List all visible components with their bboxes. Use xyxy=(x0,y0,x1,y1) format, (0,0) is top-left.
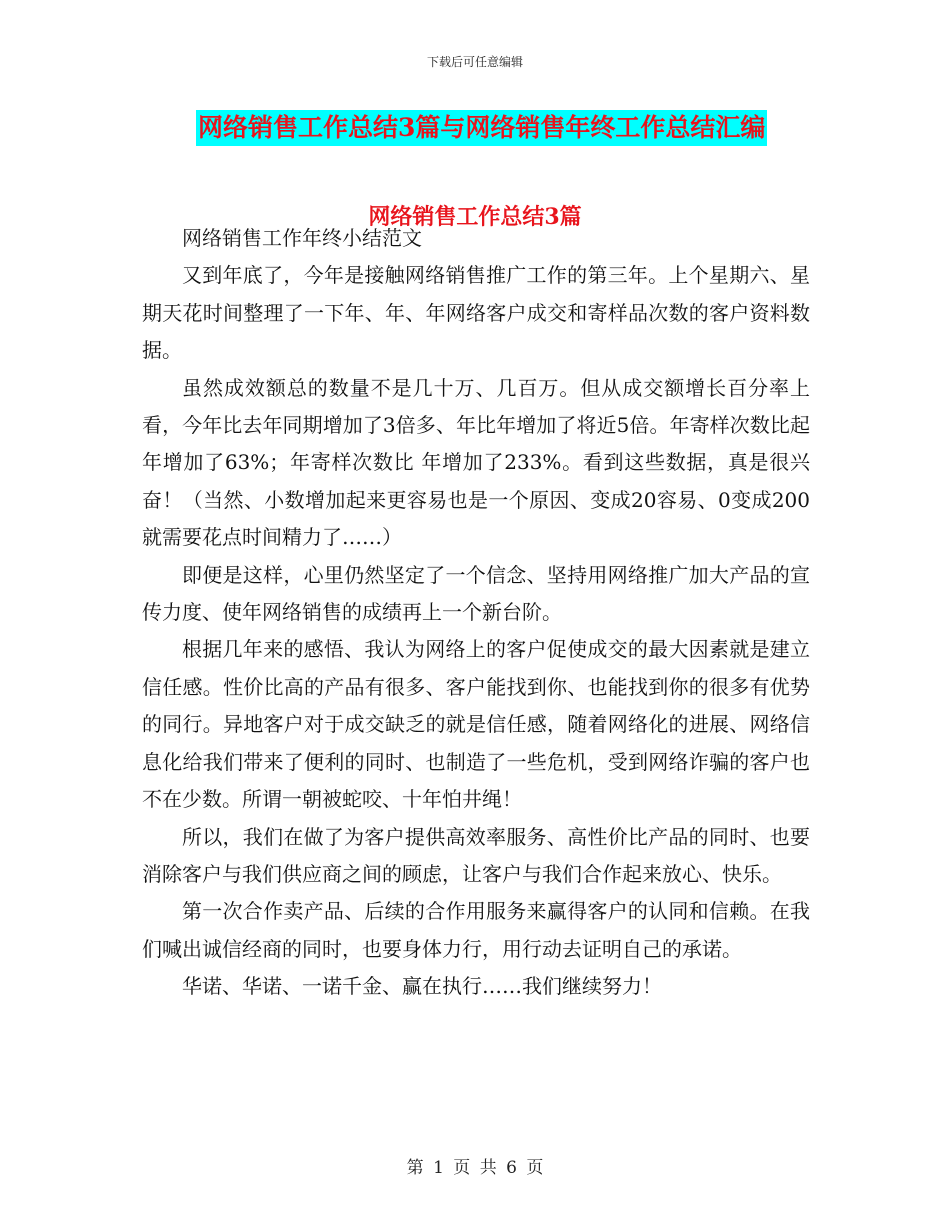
paragraph-heading: 网络销售工作年终小结范文 xyxy=(182,226,422,250)
paragraph: 虽然成效额总的数量不是几十万、几百万。但从成交额增长百分率上看，今年比去年同期增加了3倍多、年比年增加了将近5倍。年寄样次数比起年增加了63%；年寄样次数比 年增加了233%。看到这些数据，真是很兴奋！（当然、小数增加起来更容易也是一个原因、变成20容易、0变成200就需要花点时间精力了……） xyxy=(142,375,810,550)
document-body xyxy=(142,220,810,1006)
page-footer: 第 1 页 共 6 页 xyxy=(406,1158,544,1178)
paragraph: 第一次合作卖产品、后续的合作用服务来赢得客户的认同和信赖。在我们喊出诚信经商的同时，也要身体力行，用行动去证明自己的承诺。 xyxy=(142,899,810,961)
section-title: 网络销售工作总结3篇 xyxy=(368,204,582,230)
header-note: 下载后可任意编辑 xyxy=(426,55,523,69)
paragraph: 即便是这样，心里仍然坚定了一个信念、坚持用网络推广加大产品的宣传力度、使年网络销售的成绩再上一个新台阶。 xyxy=(142,562,810,625)
paragraph: 华诺、华诺、一诺千金、赢在执行……我们继续努力！ xyxy=(182,974,662,999)
paragraph: 所以，我们在做了为客户提供高效率服务、高性价比产品的同时、也要消除客户与我们供应商之间的顾虑，让客户与我们合作起来放心、快乐。 xyxy=(142,824,810,886)
paragraph: 又到年底了，今年是接触网络销售推广工作的第三年。上个星期六、星期天花时间整理了一下年、年、年网络客户成交和寄样品次数的客户资料数据。 xyxy=(142,263,810,363)
document-title: 网络销售工作总结3篇与网络销售年终工作总结汇编 xyxy=(196,110,767,146)
paragraph: 根据几年来的感悟、我认为网络上的客户促使成交的最大因素就是建立信任感。性价比高的产品有很多、客户能找到你、也能找到你的很多有优势的同行。异地客户对于成交缺乏的就是信任感，随着网络化的进展、网络信息化给我们带来了便利的同时、也制造了一些危机，受到网络诈骗的客户也不在少数。所谓一朝被蛇咬、十年怕井绳！ xyxy=(142,637,810,812)
